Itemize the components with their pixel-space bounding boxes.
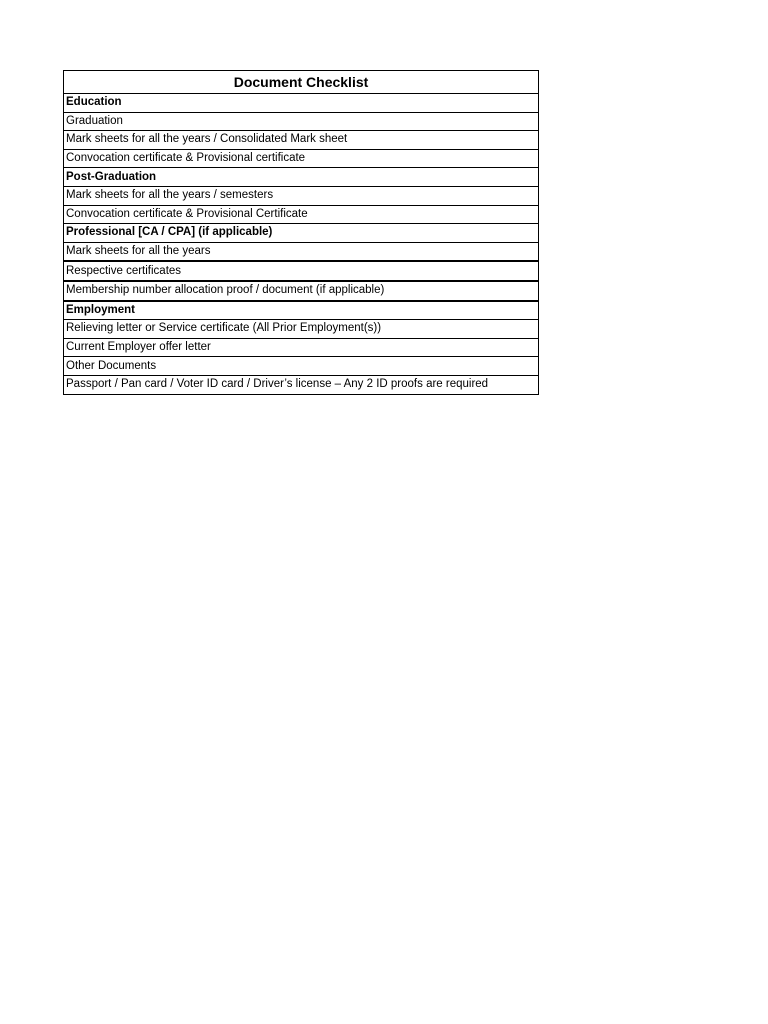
checklist-item: Current Employer offer letter	[64, 338, 539, 357]
checklist-item-row	[64, 338, 539, 357]
section-heading-professional: Professional [CA / CPA] (if applicable)	[64, 224, 539, 243]
checklist-item: Convocation certificate & Provisional certificate	[64, 149, 539, 168]
checklist-item-row	[64, 261, 539, 281]
section-heading-post-graduation: Post-Graduation	[64, 168, 539, 187]
checklist-item-row	[64, 242, 539, 261]
checklist-item-row	[64, 357, 539, 376]
checklist-section-row	[64, 94, 539, 113]
section-heading-education: Education	[64, 94, 539, 113]
checklist-item-row	[64, 375, 539, 394]
checklist-item: Mark sheets for all the years / semesters	[64, 186, 539, 205]
checklist-item-row	[64, 112, 539, 131]
checklist-section-row	[64, 168, 539, 187]
checklist-title-row	[64, 71, 539, 94]
checklist-item: Respective certificates	[64, 261, 539, 281]
checklist-item: Passport / Pan card / Voter ID card / Driver’s license – Any 2 ID proofs are required	[64, 375, 539, 394]
checklist-title: Document Checklist	[64, 71, 539, 94]
checklist-item-row	[64, 281, 539, 301]
checklist-item: Relieving letter or Service certificate (All Prior Employment(s))	[64, 320, 539, 339]
checklist-item-row	[64, 205, 539, 224]
checklist-item: Membership number allocation proof / document (if applicable)	[64, 281, 539, 301]
checklist-item: Graduation	[64, 112, 539, 131]
checklist-item-row	[64, 149, 539, 168]
checklist-item-row	[64, 186, 539, 205]
checklist-item: Convocation certificate & Provisional Certificate	[64, 205, 539, 224]
document-checklist-table	[63, 70, 539, 395]
checklist-section-row	[64, 224, 539, 243]
checklist-item: Mark sheets for all the years	[64, 242, 539, 261]
checklist-item-row	[64, 131, 539, 150]
checklist-item: Other Documents	[64, 357, 539, 376]
checklist-item-row	[64, 320, 539, 339]
checklist-section-row	[64, 301, 539, 320]
section-heading-employment: Employment	[64, 301, 539, 320]
checklist-item: Mark sheets for all the years / Consolidated Mark sheet	[64, 131, 539, 150]
